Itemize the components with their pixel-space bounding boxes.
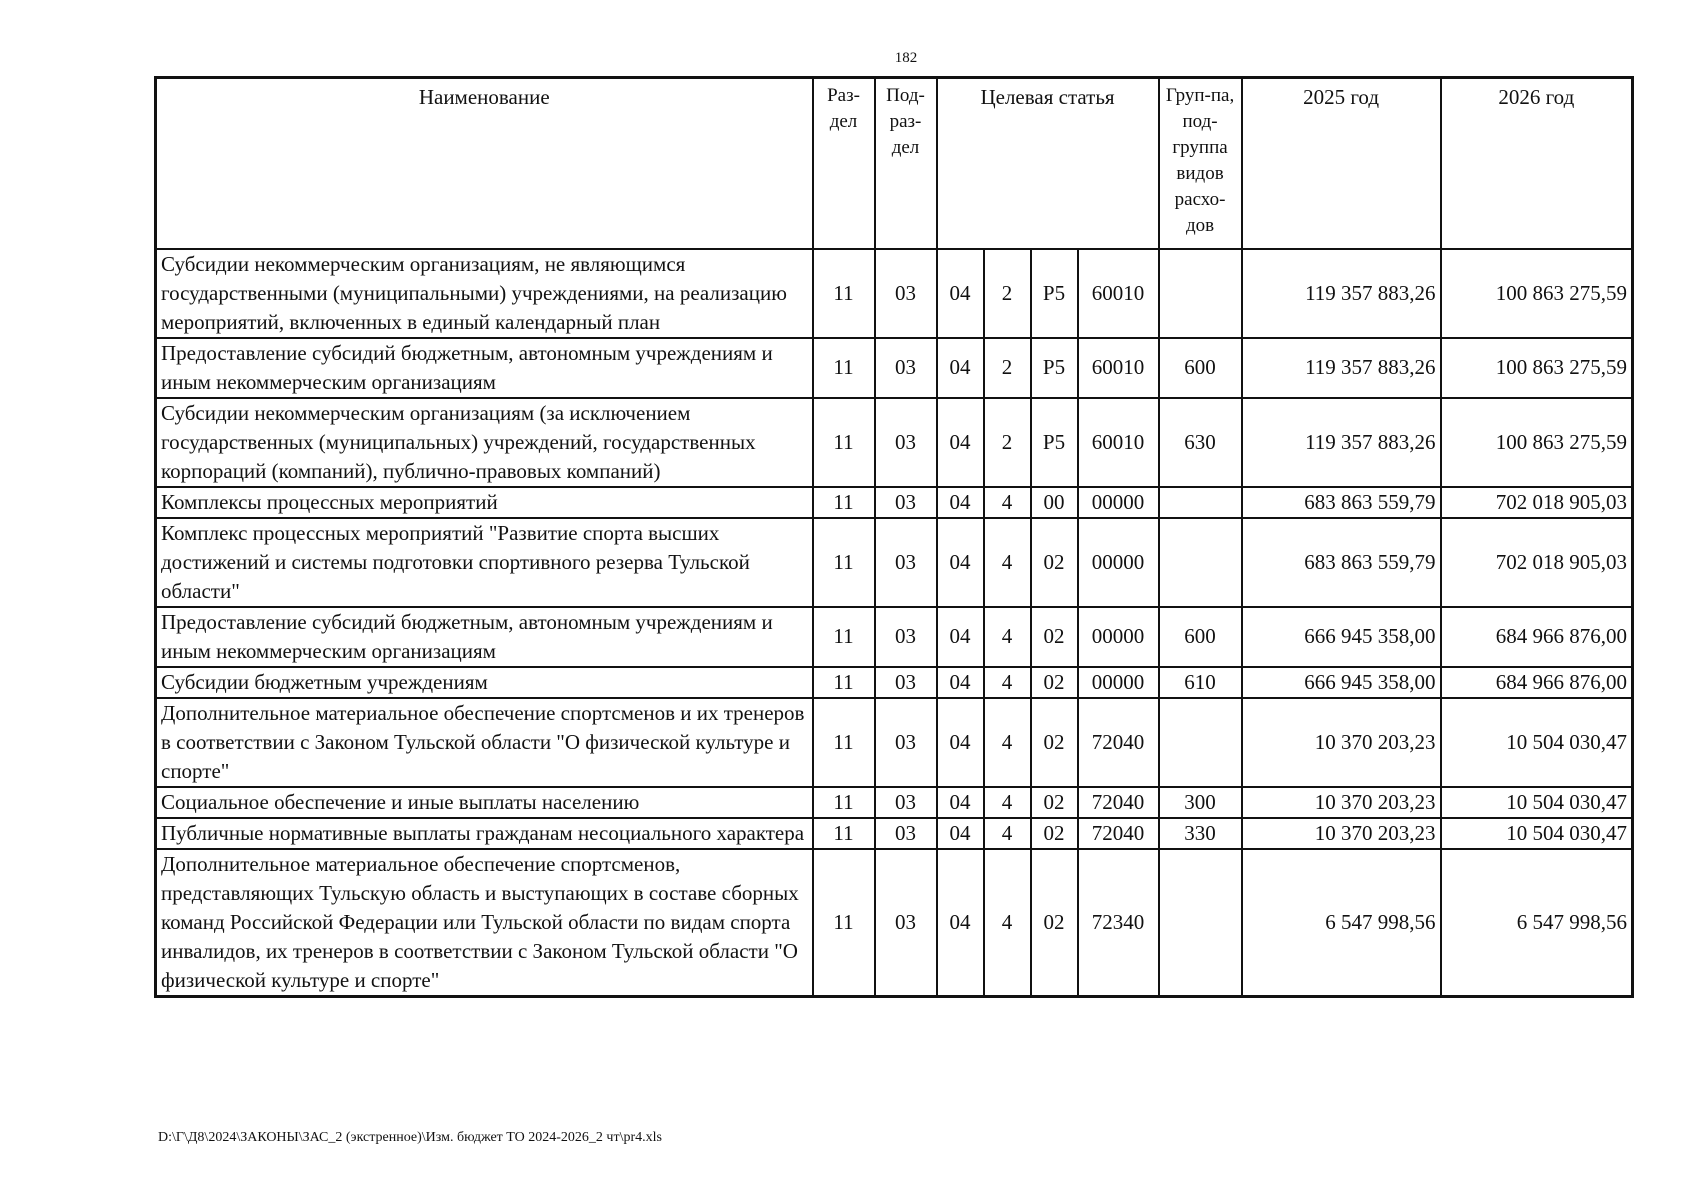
- row-name-cell: Комплекс процессных мероприятий "Развитие спорта высших достижений и системы подготовки спортивного резерва Тульской области": [156, 518, 813, 607]
- target-program-cell: 04: [937, 518, 984, 607]
- amount-2026-cell: 684 966 876,00: [1441, 607, 1633, 667]
- target-type-cell: 4: [984, 787, 1031, 818]
- header-target-article: Целевая статья: [937, 78, 1159, 249]
- target-direction-cell: 72040: [1078, 787, 1159, 818]
- header-expense-group: Груп-па, под-группа видов расхо-дов: [1159, 78, 1242, 249]
- amount-2025-cell: 683 863 559,79: [1242, 487, 1441, 518]
- razdel-cell: 11: [813, 849, 875, 997]
- amount-2026-cell: 702 018 905,03: [1441, 518, 1633, 607]
- target-direction-cell: 00000: [1078, 518, 1159, 607]
- expense-group-cell: 600: [1159, 607, 1242, 667]
- table-body: [156, 249, 1633, 997]
- target-subprogram-cell: 02: [1031, 607, 1078, 667]
- podrazdel-cell: 03: [875, 249, 937, 338]
- razdel-cell: 11: [813, 698, 875, 787]
- target-type-cell: 4: [984, 487, 1031, 518]
- amount-2025-cell: 119 357 883,26: [1242, 249, 1441, 338]
- podrazdel-cell: 03: [875, 849, 937, 997]
- amount-2025-cell: 666 945 358,00: [1242, 607, 1441, 667]
- razdel-cell: 11: [813, 607, 875, 667]
- amount-2025-cell: 10 370 203,23: [1242, 787, 1441, 818]
- amount-2025-cell: 119 357 883,26: [1242, 338, 1441, 398]
- razdel-cell: 11: [813, 667, 875, 698]
- razdel-cell: 11: [813, 787, 875, 818]
- target-program-cell: 04: [937, 818, 984, 849]
- target-program-cell: 04: [937, 787, 984, 818]
- amount-2026-cell: 702 018 905,03: [1441, 487, 1633, 518]
- amount-2026-cell: 100 863 275,59: [1441, 338, 1633, 398]
- expense-group-cell: 630: [1159, 398, 1242, 487]
- table-header-row: [156, 78, 1633, 249]
- table-row: [156, 698, 1633, 787]
- amount-2026-cell: 684 966 876,00: [1441, 667, 1633, 698]
- target-subprogram-cell: P5: [1031, 398, 1078, 487]
- target-subprogram-cell: 02: [1031, 849, 1078, 997]
- expense-group-cell: [1159, 518, 1242, 607]
- target-type-cell: 2: [984, 398, 1031, 487]
- target-direction-cell: 72040: [1078, 818, 1159, 849]
- target-subprogram-cell: 02: [1031, 787, 1078, 818]
- razdel-cell: 11: [813, 518, 875, 607]
- row-name-cell: Предоставление субсидий бюджетным, автономным учреждениям и иным некоммерческим организациям: [156, 338, 813, 398]
- podrazdel-cell: 03: [875, 518, 937, 607]
- target-direction-cell: 60010: [1078, 338, 1159, 398]
- header-podrazdel: Под-раз-дел: [875, 78, 937, 249]
- podrazdel-cell: 03: [875, 487, 937, 518]
- target-direction-cell: 60010: [1078, 249, 1159, 338]
- target-direction-cell: 00000: [1078, 487, 1159, 518]
- table-row: [156, 849, 1633, 997]
- target-program-cell: 04: [937, 698, 984, 787]
- target-program-cell: 04: [937, 849, 984, 997]
- row-name-cell: Предоставление субсидий бюджетным, автономным учреждениям и иным некоммерческим организациям: [156, 607, 813, 667]
- amount-2026-cell: 10 504 030,47: [1441, 818, 1633, 849]
- amount-2026-cell: 10 504 030,47: [1441, 698, 1633, 787]
- amount-2025-cell: 666 945 358,00: [1242, 667, 1441, 698]
- target-type-cell: 4: [984, 518, 1031, 607]
- amount-2025-cell: 119 357 883,26: [1242, 398, 1441, 487]
- target-direction-cell: 00000: [1078, 667, 1159, 698]
- table-row: [156, 607, 1633, 667]
- target-program-cell: 04: [937, 667, 984, 698]
- target-direction-cell: 60010: [1078, 398, 1159, 487]
- expense-group-cell: [1159, 698, 1242, 787]
- row-name-cell: Субсидии некоммерческим организациям (за исключением государственных (муниципальных) учреждений, государственных корпораций (компаний), публично-правовых компаний): [156, 398, 813, 487]
- target-type-cell: 4: [984, 667, 1031, 698]
- header-year-2025: 2025 год: [1242, 78, 1441, 249]
- target-program-cell: 04: [937, 249, 984, 338]
- target-subprogram-cell: 02: [1031, 518, 1078, 607]
- podrazdel-cell: 03: [875, 607, 937, 667]
- target-subprogram-cell: 00: [1031, 487, 1078, 518]
- table-row: [156, 249, 1633, 338]
- target-direction-cell: 00000: [1078, 607, 1159, 667]
- page-number: 182: [894, 50, 918, 66]
- target-type-cell: 4: [984, 698, 1031, 787]
- target-type-cell: 2: [984, 338, 1031, 398]
- expense-group-cell: 610: [1159, 667, 1242, 698]
- row-name-cell: Дополнительное материальное обеспечение спортсменов и их тренеров в соответствии с Законом Тульской области "О физической культуре и спорте": [156, 698, 813, 787]
- row-name-cell: Социальное обеспечение и иные выплаты населению: [156, 787, 813, 818]
- razdel-cell: 11: [813, 249, 875, 338]
- target-subprogram-cell: P5: [1031, 249, 1078, 338]
- row-name-cell: Комплексы процессных мероприятий: [156, 487, 813, 518]
- podrazdel-cell: 03: [875, 818, 937, 849]
- target-direction-cell: 72040: [1078, 698, 1159, 787]
- razdel-cell: 11: [813, 338, 875, 398]
- amount-2025-cell: 683 863 559,79: [1242, 518, 1441, 607]
- table-row: [156, 787, 1633, 818]
- podrazdel-cell: 03: [875, 338, 937, 398]
- podrazdel-cell: 03: [875, 667, 937, 698]
- amount-2025-cell: 10 370 203,23: [1242, 818, 1441, 849]
- razdel-cell: 11: [813, 818, 875, 849]
- table-row: [156, 487, 1633, 518]
- target-type-cell: 2: [984, 249, 1031, 338]
- target-program-cell: 04: [937, 398, 984, 487]
- amount-2026-cell: 100 863 275,59: [1441, 398, 1633, 487]
- row-name-cell: Публичные нормативные выплаты гражданам несоциального характера: [156, 818, 813, 849]
- header-razdel: Раз-дел: [813, 78, 875, 249]
- target-program-cell: 04: [937, 338, 984, 398]
- target-subprogram-cell: P5: [1031, 338, 1078, 398]
- amount-2026-cell: 6 547 998,56: [1441, 849, 1633, 997]
- target-program-cell: 04: [937, 607, 984, 667]
- amount-2025-cell: 10 370 203,23: [1242, 698, 1441, 787]
- podrazdel-cell: 03: [875, 698, 937, 787]
- amount-2026-cell: 100 863 275,59: [1441, 249, 1633, 338]
- target-type-cell: 4: [984, 818, 1031, 849]
- expense-group-cell: 330: [1159, 818, 1242, 849]
- expense-group-cell: [1159, 249, 1242, 338]
- target-direction-cell: 72340: [1078, 849, 1159, 997]
- expense-group-cell: 600: [1159, 338, 1242, 398]
- row-name-cell: Субсидии бюджетным учреждениям: [156, 667, 813, 698]
- podrazdel-cell: 03: [875, 398, 937, 487]
- razdel-cell: 11: [813, 398, 875, 487]
- expense-group-cell: 300: [1159, 787, 1242, 818]
- target-program-cell: 04: [937, 487, 984, 518]
- target-subprogram-cell: 02: [1031, 667, 1078, 698]
- target-type-cell: 4: [984, 849, 1031, 997]
- target-type-cell: 4: [984, 607, 1031, 667]
- table-row: [156, 398, 1633, 487]
- target-subprogram-cell: 02: [1031, 698, 1078, 787]
- file-path-footer: D:\Г\Д8\2024\ЗАКОНЫ\ЗАС_2 (экстренное)\Изм. бюджет ТО 2024-2026_2 чт\pr4.xls: [158, 1130, 662, 1145]
- row-name-cell: Субсидии некоммерческим организациям, не являющимся государственными (муниципальными) учреждениями, на реализацию мероприятий, включенных в единый календарный план: [156, 249, 813, 338]
- header-name: Наименование: [156, 78, 813, 249]
- header-year-2026: 2026 год: [1441, 78, 1633, 249]
- amount-2025-cell: 6 547 998,56: [1242, 849, 1441, 997]
- target-subprogram-cell: 02: [1031, 818, 1078, 849]
- expense-group-cell: [1159, 487, 1242, 518]
- podrazdel-cell: 03: [875, 787, 937, 818]
- table-row: [156, 667, 1633, 698]
- table-row: [156, 518, 1633, 607]
- budget-table: [154, 76, 1634, 998]
- razdel-cell: 11: [813, 487, 875, 518]
- amount-2026-cell: 10 504 030,47: [1441, 787, 1633, 818]
- table-row: [156, 818, 1633, 849]
- expense-group-cell: [1159, 849, 1242, 997]
- row-name-cell: Дополнительное материальное обеспечение спортсменов, представляющих Тульскую область и выступающих в составе сборных команд Российской Федерации или Тульской области по видам спорта инвалидов, их тренеров в соответствии с Законом Тульской области "О физической культуре и спорте": [156, 849, 813, 997]
- table-row: [156, 338, 1633, 398]
